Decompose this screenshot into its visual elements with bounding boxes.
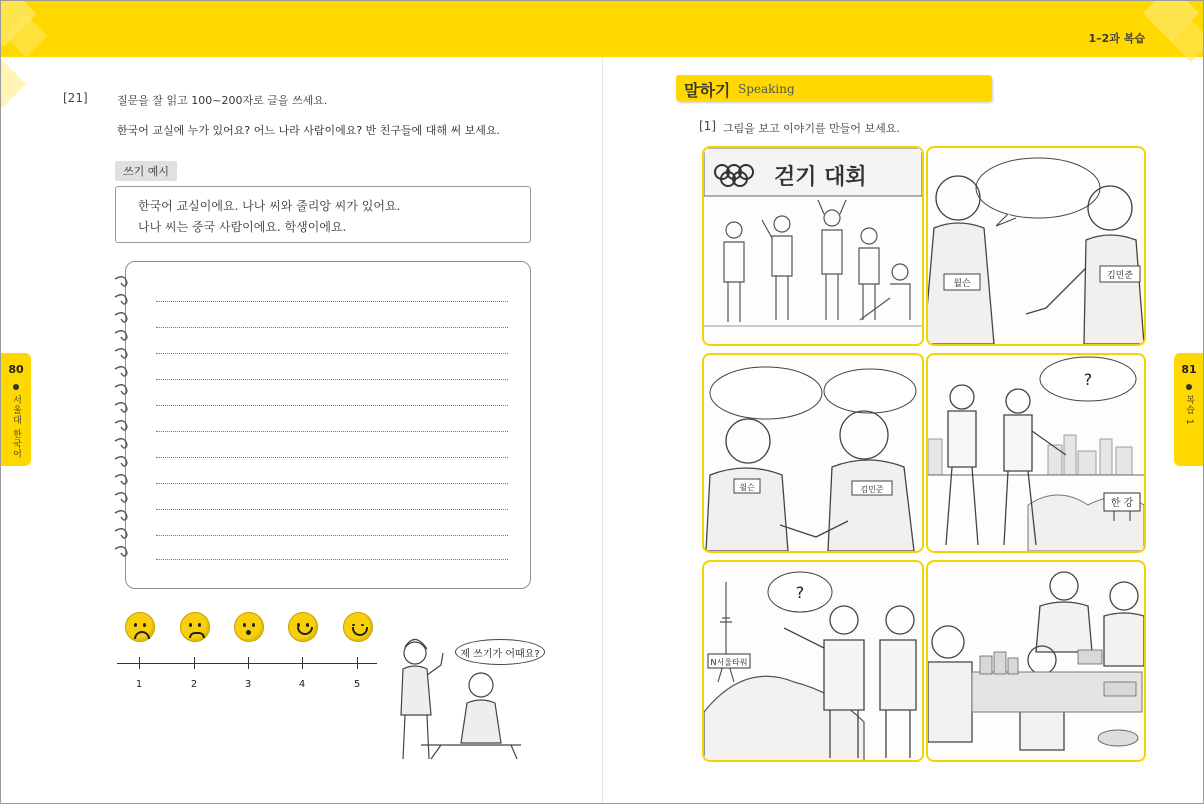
scale-tick <box>357 657 358 669</box>
tower-sign-text: N서울타워 <box>710 658 748 667</box>
corner-decoration <box>0 60 26 108</box>
side-title: 서울대 한국어 <box>11 395 21 459</box>
question-instruction: 그림을 보고 이야기를 만들어 보세요. <box>723 122 900 135</box>
question-number: [1] <box>699 119 716 133</box>
example-line: 나나 씨는 중국 사람이에요. 학생이에요. <box>138 220 347 234</box>
question-number: [21] <box>63 91 88 105</box>
writing-notebook[interactable] <box>125 261 531 589</box>
name-tag-text: 윌슨 <box>953 279 971 289</box>
example-box <box>115 186 531 243</box>
scale-tick <box>302 657 303 669</box>
writing-line[interactable] <box>156 431 508 432</box>
question-mark: ? <box>795 583 805 602</box>
writing-line[interactable] <box>156 559 508 560</box>
comic-panel-3 <box>702 353 924 553</box>
page-number: 81 <box>1181 363 1197 376</box>
river-sign-text: 한 강 <box>1110 498 1134 509</box>
scale-number: 1 <box>135 679 143 690</box>
example-label: 쓰기 예시 <box>115 161 177 181</box>
surprised-face-icon[interactable] <box>234 612 264 642</box>
writing-line[interactable] <box>156 509 508 510</box>
writing-line[interactable] <box>156 379 508 380</box>
comic-panel-1 <box>702 146 924 346</box>
scale-tick <box>139 657 140 669</box>
scale-tick <box>248 657 249 669</box>
writing-line[interactable] <box>156 327 508 328</box>
sad-face-icon[interactable] <box>180 612 210 642</box>
section-title-ko: 말하기 <box>684 81 731 100</box>
spiral-binding <box>113 275 137 567</box>
section-title-en: Speaking <box>738 82 795 96</box>
header-band <box>1 1 1203 57</box>
speech-bubble-text: 제 쓰기가 어때요? <box>460 648 540 660</box>
writing-line[interactable] <box>156 535 508 536</box>
question-instruction: 질문을 잘 읽고 100~200자로 글을 쓰세요. <box>117 94 328 107</box>
panel-banner-text: 걷기 대회 <box>774 165 867 190</box>
name-tag-text: 윌슨 <box>739 483 755 492</box>
question-mark: ? <box>1083 370 1093 389</box>
comic-panel-6 <box>926 560 1146 762</box>
comic-panel-4 <box>926 353 1146 553</box>
scale-number: 5 <box>353 679 361 690</box>
scale-number: 3 <box>244 679 252 690</box>
comic-panel-2 <box>926 146 1146 346</box>
example-line: 한국어 교실이에요. 나나 씨와 줄리앙 씨가 있어요. <box>138 199 401 213</box>
scale-number: 2 <box>190 679 198 690</box>
question-prompt: 한국어 교실에 누가 있어요? 어느 나라 사람이에요? 반 친구들에 대해 써 보세요. <box>117 124 501 137</box>
writing-line[interactable] <box>156 301 508 302</box>
page-fold <box>602 57 603 803</box>
scale-tick <box>194 657 195 669</box>
right-page-tab <box>1174 353 1204 466</box>
laughing-face-icon[interactable] <box>343 612 373 642</box>
speaking-section-banner <box>676 75 992 101</box>
scale-number: 4 <box>298 679 306 690</box>
writing-line[interactable] <box>156 483 508 484</box>
smile-face-icon[interactable] <box>288 612 318 642</box>
writing-line[interactable] <box>156 353 508 354</box>
side-title: 복습 1 <box>1184 395 1194 426</box>
speech-bubble <box>455 639 545 665</box>
page-number: 80 <box>8 363 24 376</box>
comic-panel-5 <box>702 560 924 762</box>
writing-line[interactable] <box>156 405 508 406</box>
bullet-dot <box>13 384 19 390</box>
left-page-tab <box>1 353 31 466</box>
name-tag-text: 김민준 <box>860 485 884 494</box>
very-sad-face-icon[interactable] <box>125 612 155 642</box>
name-tag-text: 김민준 <box>1106 271 1134 281</box>
bullet-dot <box>1186 384 1192 390</box>
rating-scale-line <box>117 663 377 664</box>
writing-line[interactable] <box>156 457 508 458</box>
unit-label: 1–2과 복습 <box>1088 32 1145 45</box>
